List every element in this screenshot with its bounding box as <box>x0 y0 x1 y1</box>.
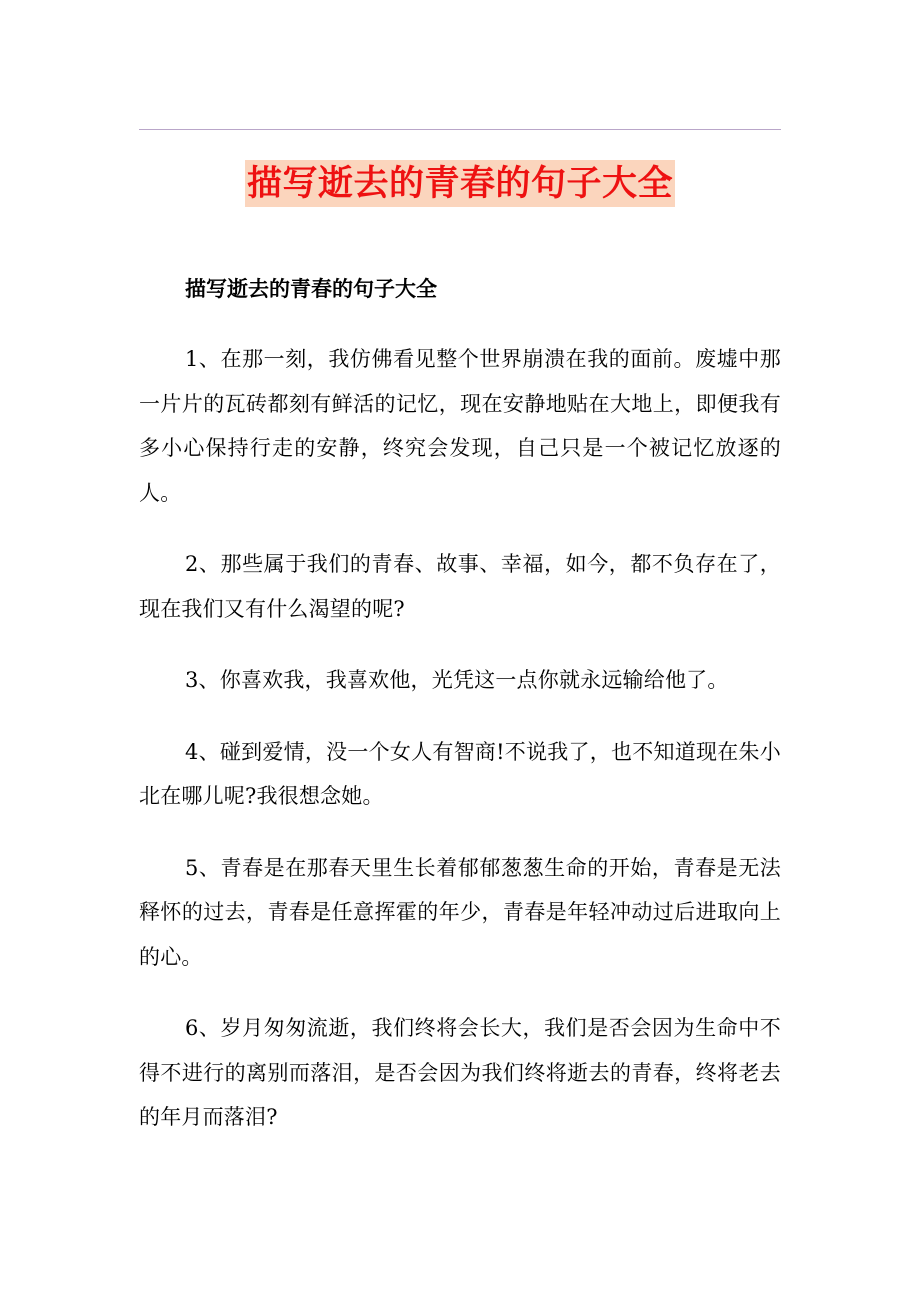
paragraph-3: 3、你喜欢我，我喜欢他，光凭这一点你就永远输给他了。 <box>185 668 729 692</box>
paragraph-4: 4、碰到爱情，没一个女人有智商!不说我了，也不知道现在朱小北在哪儿呢?我很想念她。 <box>139 739 781 808</box>
title-container <box>0 160 920 207</box>
paragraph-5: 5、青春是在那春天里生长着郁郁葱葱生命的开始，青春是无法释怀的过去，青春是任意挥霍的年少，青春是年轻冲动过后进取向上的心。 <box>139 855 781 969</box>
paragraph-2: 2、那些属于我们的青春、故事、幸福，如今，都不负存在了，现在我们又有什么渴望的呢? <box>139 552 781 621</box>
paragraph-1: 1、在那一刻，我仿佛看见整个世界崩溃在我的面前。废墟中那一片片的瓦砖都刻有鲜活的记忆，现在安静地贴在大地上，即便我有多小心保持行走的安静，终究会发现，自己只是一个被记忆放逐的人。 <box>139 347 781 505</box>
document-title: 描写逝去的青春的句子大全 <box>245 160 675 207</box>
document-subtitle: 描写逝去的青春的句子大全 <box>185 276 437 301</box>
header-rule <box>139 129 781 130</box>
paragraph-6: 6、岁月匆匆流逝，我们终将会长大，我们是否会因为生命中不得不进行的离别而落泪，是否会因为我们终将逝去的青春，终将老去的年月而落泪? <box>139 1016 781 1129</box>
document-body <box>139 268 781 1167</box>
